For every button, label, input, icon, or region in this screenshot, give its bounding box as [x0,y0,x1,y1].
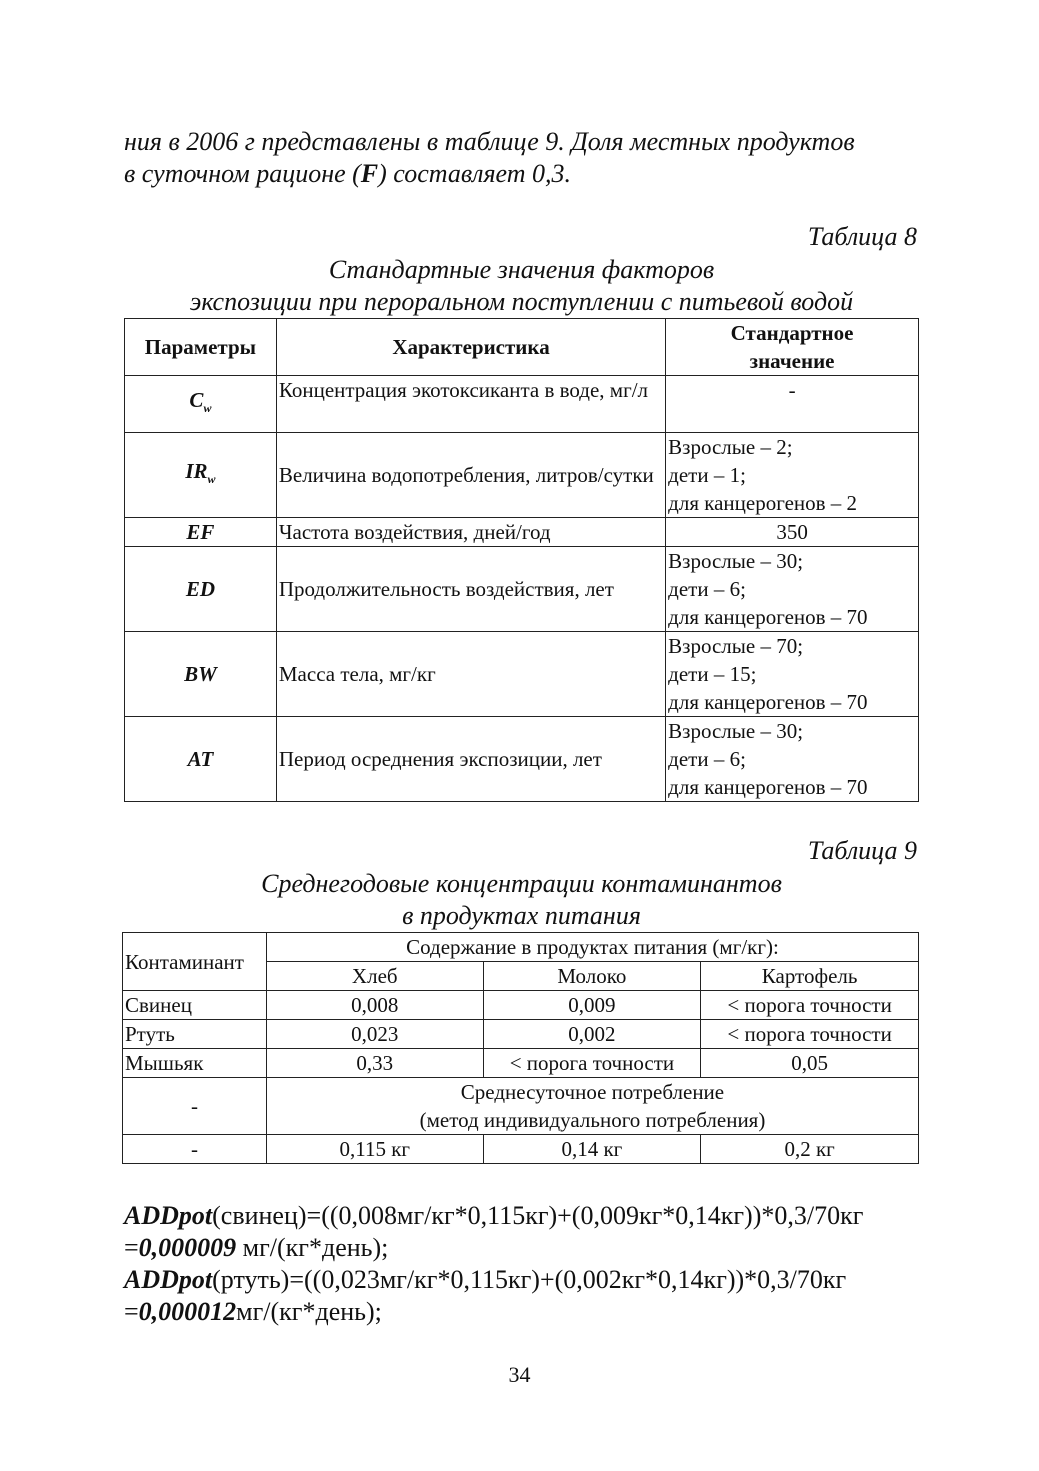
table9-consumption-title [266,1078,918,1135]
table9-consumption-title-line-2: (метод индивидуального потребления) [419,1108,766,1132]
table8-desc-cell: Величина водопотребления, литров/сутки [276,433,665,518]
formula-result: 0,000009 [138,1233,237,1262]
table9-row [123,991,919,1020]
table8-param-symbol: C [189,387,204,412]
table8-value-line: Взрослые – 30; [668,719,804,743]
table9-header-row-1 [123,933,919,962]
table9-caption-line-1: Среднегодовые концентрации контаминантов [261,869,782,898]
table8-value-line: дети – 1; [668,463,746,487]
table8-param-subscript: w [207,472,216,487]
table9-contaminant-name: Ртуть [123,1020,267,1049]
table9-consumption-title-line-1: Среднесуточное потребление [460,1080,725,1104]
table9-value-cell: 0,023 [266,1020,483,1049]
formula-function-name: ADDpot [124,1265,213,1294]
table8-header-value [666,319,919,376]
table9-header-product: Картофель [701,962,919,991]
table8-value-cell [666,433,919,518]
formula-line-1 [124,1200,924,1232]
formula-unit: мг/(кг*день); [236,1233,389,1262]
table8-desc-cell: Период осреднения экспозиции, лет [276,717,665,802]
table8-row [125,376,919,433]
formula-expression: (ртуть)=((0,023мг/кг*0,115кг)+(0,002кг*0,14кг))*0,3/70кг [212,1265,847,1294]
table9-consumption-label: - [123,1078,267,1135]
table8-param-symbol: AT [187,747,214,771]
table9-consumption-value: 0,115 кг [266,1135,483,1164]
table9-value-cell: 0,002 [483,1020,701,1049]
table9-value-cell: 0,33 [266,1049,483,1078]
table9-value-cell: 0,05 [701,1049,919,1078]
table9-row [123,1049,919,1078]
table8-row [125,433,919,518]
formula-function-name: ADDpot [124,1201,213,1230]
table8-param-cell [125,632,277,717]
table8-desc-cell: Масса тела, мг/кг [276,632,665,717]
table8-param-subscript: w [203,401,212,416]
table8-desc-cell: Продолжительность воздействия, лет [276,547,665,632]
table8-param-symbol: BW [184,662,217,686]
table8-param-cell [125,433,277,518]
table8-value-line: для канцерогенов – 70 [668,605,868,629]
formula-unit: мг/(кг*день); [236,1297,382,1326]
table8-value-line: - [788,378,796,402]
table8-param-symbol: IR [185,458,208,483]
table9-header-contaminant: Контаминант [123,933,267,991]
table9 [122,932,919,1164]
formula-line-2 [124,1232,924,1264]
table8-param-symbol: EF [186,520,215,544]
table8-value-cell [666,632,919,717]
table8-value-line: дети – 15; [668,662,757,686]
table8-desc-cell: Концентрация экотоксиканта в воде, мг/л [276,376,665,433]
table8-value-line: дети – 6; [668,577,746,601]
table9-value-cell: 0,009 [483,991,701,1020]
table9-caption-line-2: в продуктах питания [402,901,641,930]
table9-consumption-value: 0,2 кг [701,1135,919,1164]
table9-value-cell: 0,008 [266,991,483,1020]
table8-value-cell [666,518,919,547]
formula [124,1200,924,1264]
table8-row [125,547,919,632]
table8-row [125,518,919,547]
table8-value-line: 350 [776,520,808,544]
table9-consumption-header-row [123,1078,919,1135]
table9-header-product: Молоко [483,962,701,991]
table9-value-cell: < порога точности [701,991,919,1020]
table8-caption-line-1: Стандартные значения факторов [328,255,715,284]
table8-value-line: для канцерогенов – 70 [668,690,868,714]
formula-result: 0,000012 [138,1297,237,1326]
table9-header-product: Хлеб [266,962,483,991]
formula-equals: = [124,1297,139,1326]
table9-consumption-value: 0,14 кг [483,1135,701,1164]
table8-value-cell [666,376,919,433]
table8-label: Таблица 8 [807,222,917,251]
table8-param-cell [125,717,277,802]
table8-body [125,376,919,802]
table9-contaminant-name: Свинец [123,991,267,1020]
table8-value-line: дети – 6; [668,747,746,771]
table8 [124,318,919,802]
table8-value-line: для канцерогенов – 2 [668,491,858,515]
table9-row [123,1020,919,1049]
intro-paragraph [124,126,924,190]
table8-header-value-line-2: значение [749,349,835,373]
table8-row [125,717,919,802]
table8-value-line: Взрослые – 30; [668,549,804,573]
table8-desc-cell: Частота воздействия, дней/год [276,518,665,547]
table9-consumption-row [123,1135,919,1164]
table8-header-param: Параметры [125,319,277,376]
table8-value-cell [666,547,919,632]
intro-line-2 [124,158,924,190]
table8-param-cell [125,518,277,547]
table8-header-row [125,319,919,376]
table8-param-symbol: ED [185,577,216,601]
formula-equals: = [124,1233,139,1262]
table9-caption [124,868,919,932]
page-number: 34 [508,1362,531,1387]
table9-consumption-row-label: - [123,1135,267,1164]
table8-param-cell [125,376,277,433]
intro-line-2-start: в суточном рационе ( [124,159,361,188]
table9-contaminant-name: Мышьяк [123,1049,267,1078]
table8-caption-line-2: экспозиции при пероральном поступлении с питьевой водой [189,287,854,316]
table8-value-line: для канцерогенов – 70 [668,775,868,799]
formula-line-1 [124,1264,924,1296]
intro-variable-f: F [360,159,379,188]
table8-caption [124,254,919,318]
table9-value-cell: < порога точности [483,1049,701,1078]
table8-value-line: Взрослые – 70; [668,634,804,658]
table9-label: Таблица 9 [807,836,917,865]
table8-header-value-line-1: Стандартное [730,321,854,345]
table8-header-char: Характеристика [276,319,665,376]
table9-header-content: Содержание в продуктах питания (мг/кг): [266,933,918,962]
table8-value-line: Взрослые – 2; [668,435,793,459]
table8-value-cell [666,717,919,802]
table8-param-cell [125,547,277,632]
table8-row [125,632,919,717]
intro-line-1: ния в 2006 г представлены в таблице 9. Доля местных продуктов [124,127,855,156]
formula [124,1264,924,1328]
table9-body [123,933,919,1164]
intro-line-2-end: ) составляет 0,3. [378,159,572,188]
formula-line-2 [124,1296,924,1328]
table9-value-cell: < порога точности [701,1020,919,1049]
formula-expression: (свинец)=((0,008мг/кг*0,115кг)+(0,009кг*0,14кг))*0,3/70кг [212,1201,864,1230]
